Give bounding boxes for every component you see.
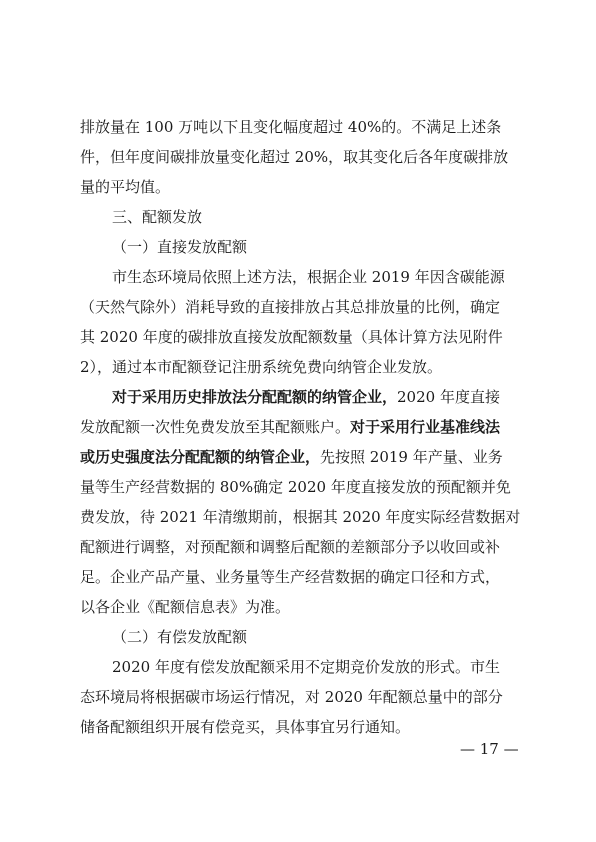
body-text-line: 以各企业《配额信息表》为准。 [80, 598, 291, 616]
text-run: 先按照 2019 年产量、业务 [320, 448, 503, 466]
text-run: 发放配额一次性免费发放至其配额账户。 [80, 418, 351, 436]
text-run: 2020 年度直接 [397, 388, 500, 406]
subsection-heading: （二）有偿发放配额 [112, 628, 248, 646]
body-text-line: 储备配额组织开展有偿竞买，具体事宜另行通知。 [80, 718, 411, 736]
section-heading: 三、配额发放 [112, 208, 203, 226]
body-text-line: 市生态环境局依照上述方法，根据企业 2019 年因含碳能源 [112, 268, 505, 286]
bold-phrase: 对于采用行业基准线法 [350, 418, 501, 436]
body-text-line: 件，但年度间碳排放量变化超过 20%，取其变化后各年度碳排放 [80, 148, 509, 166]
body-text-line: 其 2020 年度的碳排放直接发放配额数量（具体计算方法见附件 [80, 328, 503, 346]
body-text-line: 2），通过本市配额登记注册系统免费向纳管企业发放。 [80, 358, 443, 376]
body-text-line: 排放量在 100 万吨以下且变化幅度超过 40%的。不满足上述条 [80, 118, 502, 136]
subsection-heading: （一）直接发放配额 [112, 238, 248, 256]
body-text-line: 量的平均值。 [80, 178, 171, 196]
body-text-line: 态环境局将根据碳市场运行情况，对 2020 年配额总量中的部分 [80, 688, 503, 706]
body-text-line: 费发放，待 2021 年清缴期前，根据其 2020 年度实际经营数据对 [80, 508, 520, 526]
body-text-line [80, 413, 520, 441]
body-text-line [80, 443, 520, 471]
body-text-line: 配额进行调整，对预配额和调整后配额的差额部分予以收回或补 [80, 538, 501, 556]
page-number: — 17 — [460, 740, 519, 758]
body-text-line: 足。企业产品产量、业务量等生产经营数据的确定口径和方式， [80, 568, 501, 586]
body-text-line: （天然气除外）消耗导致的直接排放占其总排放量的比例，确定 [80, 298, 501, 316]
bold-phrase: 或历史强度法分配配额的纳管企业， [80, 448, 321, 466]
body-text-line [112, 383, 520, 411]
body-text-line: 量等生产经营数据的 80%确定 2020 年度直接发放的预配额并免 [80, 478, 511, 496]
body-text-line: 2020 年度有偿发放配额采用不定期竞价发放的形式。市生 [112, 658, 500, 676]
bold-phrase: 对于采用历史排放法分配配额的纳管企业， [112, 388, 398, 406]
